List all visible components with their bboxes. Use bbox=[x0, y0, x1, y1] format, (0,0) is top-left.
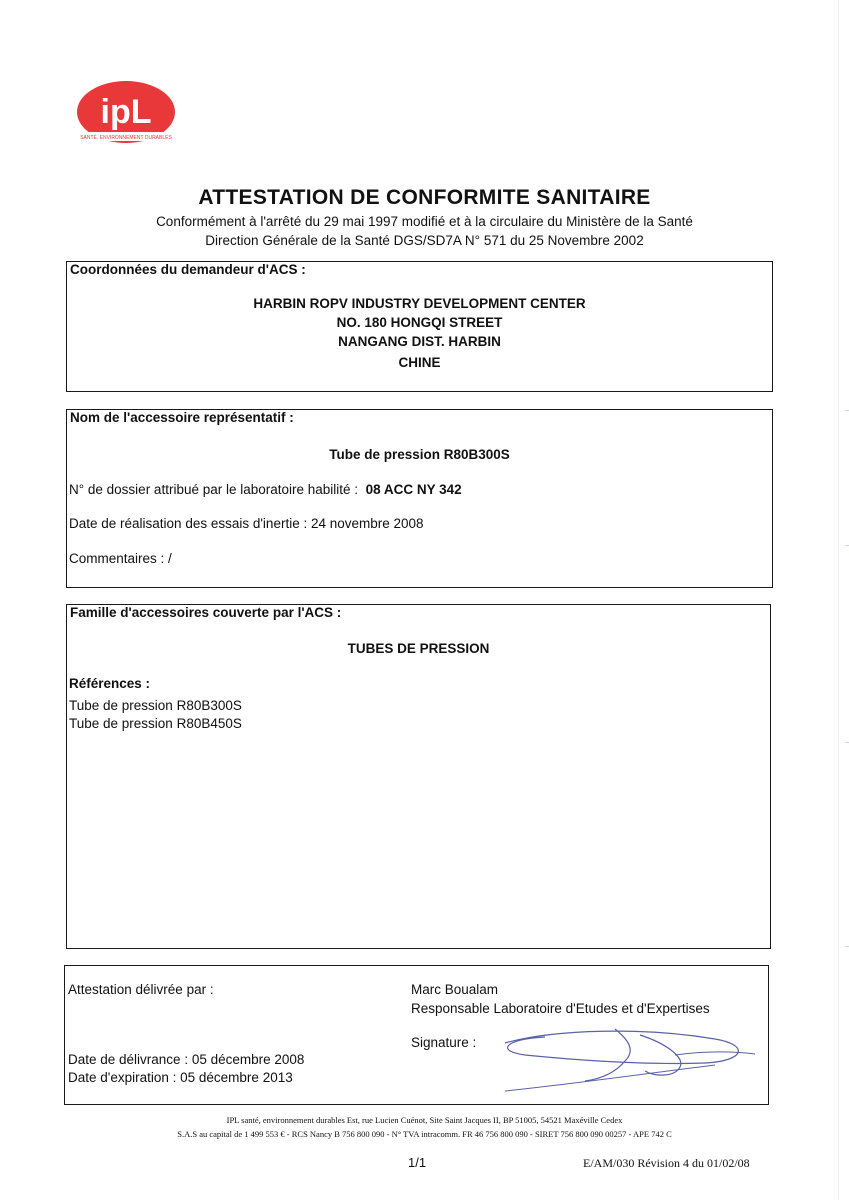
scan-edge bbox=[838, 0, 839, 1200]
page-number: 1/1 bbox=[408, 1155, 427, 1170]
test-date: Date de réalisation des essais d'inertie : 24 novembre 2008 bbox=[69, 516, 424, 531]
signature-label: Signature : bbox=[411, 1035, 477, 1050]
signer-name: Marc Boualam bbox=[411, 982, 499, 997]
expiry-date: Date d'expiration : 05 décembre 2013 bbox=[68, 1070, 293, 1085]
family-heading: Famille d'accessoires couverte par l'ACS : bbox=[70, 605, 342, 620]
applicant-street: NO. 180 HONGQI STREET bbox=[336, 315, 503, 330]
issued-by-label: Attestation délivrée par : bbox=[68, 982, 214, 997]
accessory-heading: Nom de l'accessoire représentatif : bbox=[70, 410, 294, 425]
reference-item: Tube de pression R80B300S bbox=[69, 698, 242, 713]
delivery-date: Date de délivrance : 05 décembre 2008 bbox=[68, 1052, 305, 1067]
ipl-logo bbox=[76, 80, 176, 146]
scan-mark bbox=[845, 742, 849, 743]
reference-item: Tube de pression R80B450S bbox=[69, 716, 242, 731]
applicant-name: HARBIN ROPV INDUSTRY DEVELOPMENT CENTER bbox=[253, 296, 586, 311]
logo-tagline: SANTÉ, ENVIRONNEMENT DURABLES bbox=[80, 135, 172, 141]
delivery-box bbox=[64, 965, 769, 1105]
signer-title: Responsable Laboratoire d'Etudes et d'Expertises bbox=[411, 1001, 710, 1016]
applicant-district: NANGANG DIST. HARBIN bbox=[338, 334, 501, 349]
applicant-country: CHINE bbox=[398, 355, 441, 370]
applicant-box bbox=[66, 261, 773, 392]
family-box bbox=[66, 604, 771, 949]
family-name: TUBES DE PRESSION bbox=[347, 641, 490, 656]
scan-mark bbox=[845, 410, 849, 411]
accessory-name: Tube de pression R80B300S bbox=[329, 447, 510, 462]
signature-drawing bbox=[465, 1021, 765, 1103]
accessory-box bbox=[66, 409, 773, 588]
revision-reference: E/AM/030 Révision 4 du 01/02/08 bbox=[583, 1156, 750, 1170]
scan-mark bbox=[845, 545, 849, 546]
applicant-heading: Coordonnées du demandeur d'ACS : bbox=[70, 262, 306, 277]
document-title: ATTESTATION DE CONFORMITE SANITAIRE bbox=[198, 186, 651, 209]
footer-legal: S.A.S au capital de 1 499 553 € - RCS Nancy B 756 800 090 - N° TVA intracomm. FR 46 756 800 090 - SIRET 756 800 090 00257 - APE 742 C bbox=[177, 1129, 672, 1139]
footer-address: IPL santé, environnement durables Est, rue Lucien Cuénot, Site Saint Jacques II, BP 51005, 54521 Maxéville Cedex bbox=[226, 1115, 623, 1125]
direction-reference: Direction Générale de la Santé DGS/SD7A N° 571 du 25 Novembre 2002 bbox=[205, 233, 644, 248]
regulation-reference: Conformément à l'arrêté du 29 mai 1997 modifié et à la circulaire du Ministère de la Santé bbox=[156, 214, 693, 229]
comments: Commentaires : / bbox=[69, 551, 172, 566]
logo-letters: ipL bbox=[100, 93, 152, 131]
file-number-row bbox=[69, 482, 462, 497]
scan-mark bbox=[845, 946, 849, 947]
file-number: 08 ACC NY 342 bbox=[365, 482, 462, 497]
file-number-label: N° de dossier attribué par le laboratoire habilité : bbox=[69, 482, 359, 497]
references-label: Références : bbox=[69, 676, 151, 691]
